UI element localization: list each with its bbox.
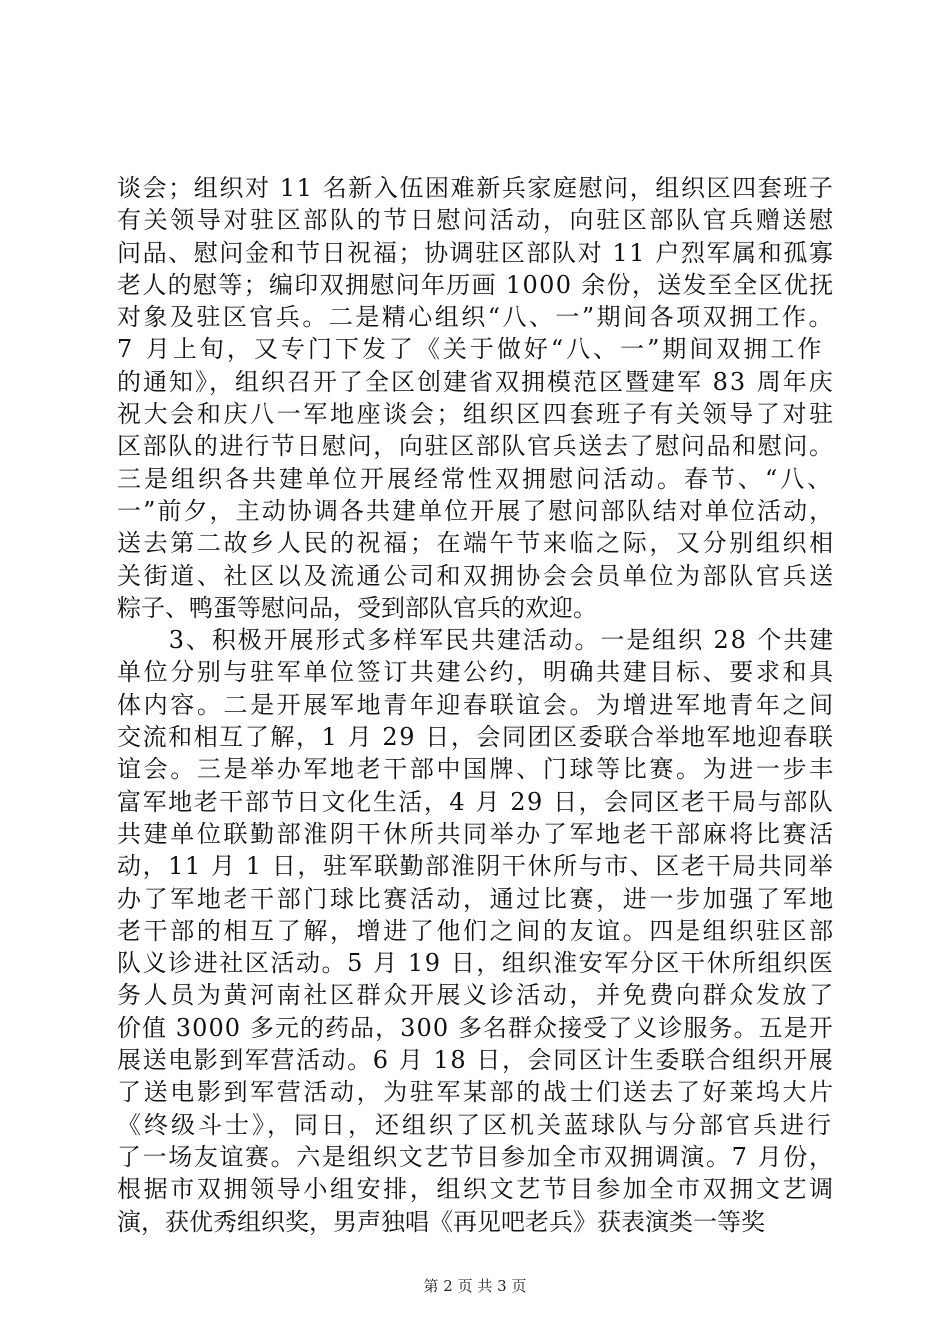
- text-line: 祝大会和庆八一军地座谈会；组织区四套班子有关领导了对驻: [117, 400, 836, 429]
- text-line: 对象及驻区官兵。二是精心组织“八、一”期间各项双拥工作。: [117, 303, 835, 332]
- text-line: 有关领导对驻区部队的节日慰问活动，向驻区部队官兵赠送慰: [117, 206, 836, 235]
- text-line: 交流和相互了解，1 月 29 日，会同团区委联合举地军地迎春联: [117, 723, 835, 752]
- text-line: 了送电影到军营活动，为驻军某部的战士们送去了好莱坞大片: [117, 1078, 836, 1107]
- page-footer: 第 2 页 共 3 页: [423, 1277, 527, 1295]
- text-line: 展送电影到军营活动。6 月 18 日，会同区计生委联合组织开展: [117, 1046, 835, 1075]
- text-line: 务人员为黄河南社区群众开展义诊活动，并免费向群众发放了: [117, 981, 836, 1010]
- text-line: 的通知》，组织召开了全区创建省双拥模范区暨建军 83 周年庆: [117, 367, 835, 396]
- text-line: 3、积极开展形式多样军民共建活动。一是组织 28 个共建: [117, 626, 836, 655]
- text-line: 粽子、鸭蛋等慰问品，受到部队官兵的欢迎。: [117, 593, 597, 622]
- text-line: 富军地老干部节日文化生活，4 月 29 日，会同区老干局与部队: [117, 787, 835, 816]
- text-line: 办了军地老干部门球比赛活动，通过比赛，进一步加强了军地: [117, 884, 836, 913]
- text-line: 三是组织各共建单位开展经常性双拥慰问活动。春节、“八、: [117, 464, 835, 493]
- text-line: 动，11 月 1 日，驻军联勤部淮阴干休所与市、区老干局共同举: [117, 852, 835, 881]
- text-line: 单位分别与驻军单位签订共建公约，明确共建目标、要求和具: [117, 658, 836, 687]
- text-line: 老人的慰等；编印双拥慰问年历画 1000 余份，送发至全区优抚: [117, 270, 835, 299]
- text-line: 谊会。三是举办军地老干部中国牌、门球等比赛。为进一步丰: [117, 755, 836, 784]
- text-line: 共建单位联勤部淮阴干休所共同举办了军地老干部麻将比赛活: [117, 819, 836, 848]
- text-line: 队义诊进社区活动。5 月 19 日，组织淮安军分区干休所组织医: [117, 949, 835, 978]
- body-text: [117, 172, 837, 1238]
- text-line: 老干部的相互了解，增进了他们之间的友谊。四是组织驻区部: [117, 916, 836, 945]
- text-line: 价值 3000 多元的药品，300 多名群众接受了义诊服务。五是开: [117, 1013, 834, 1042]
- text-line: 谈会；组织对 11 名新入伍困难新兵家庭慰问，组织区四套班子: [117, 174, 835, 202]
- text-line: 体内容。二是开展军地青年迎春联谊会。为增进军地青年之间: [117, 690, 836, 719]
- text-line: 区部队的进行节日慰问，向驻区部队官兵送去了慰问品和慰问。: [117, 432, 835, 461]
- text-line: 7 月上旬，又专门下发了《关于做好“八、一”期间双拥工作: [117, 335, 825, 364]
- text-line: 送去第二故乡人民的祝福；在端午节来临之际，又分别组织相: [117, 529, 836, 558]
- text-line: 演，获优秀组织奖，男声独唱《再见吧老兵》获表演类一等奖: [117, 1207, 765, 1236]
- text-line: 关街道、社区以及流通公司和双拥协会会员单位为部队官兵送: [117, 561, 836, 590]
- text-line: 根据市双拥领导小组安排，组织文艺节目参加全市双拥文艺调: [117, 1175, 836, 1204]
- text-line: 一”前夕，主动协调各共建单位开展了慰问部队结对单位活动，: [117, 496, 836, 525]
- text-line: 问品、慰问金和节日祝福；协调驻区部队对 11 户烈军属和孤寡: [117, 238, 835, 267]
- text-line: 了一场友谊赛。六是组织文艺节目参加全市双拥调演。7 月份，: [117, 1142, 835, 1171]
- text-line: 《终级斗士》，同日，还组织了区机关蓝球队与分部官兵进行: [117, 1110, 834, 1139]
